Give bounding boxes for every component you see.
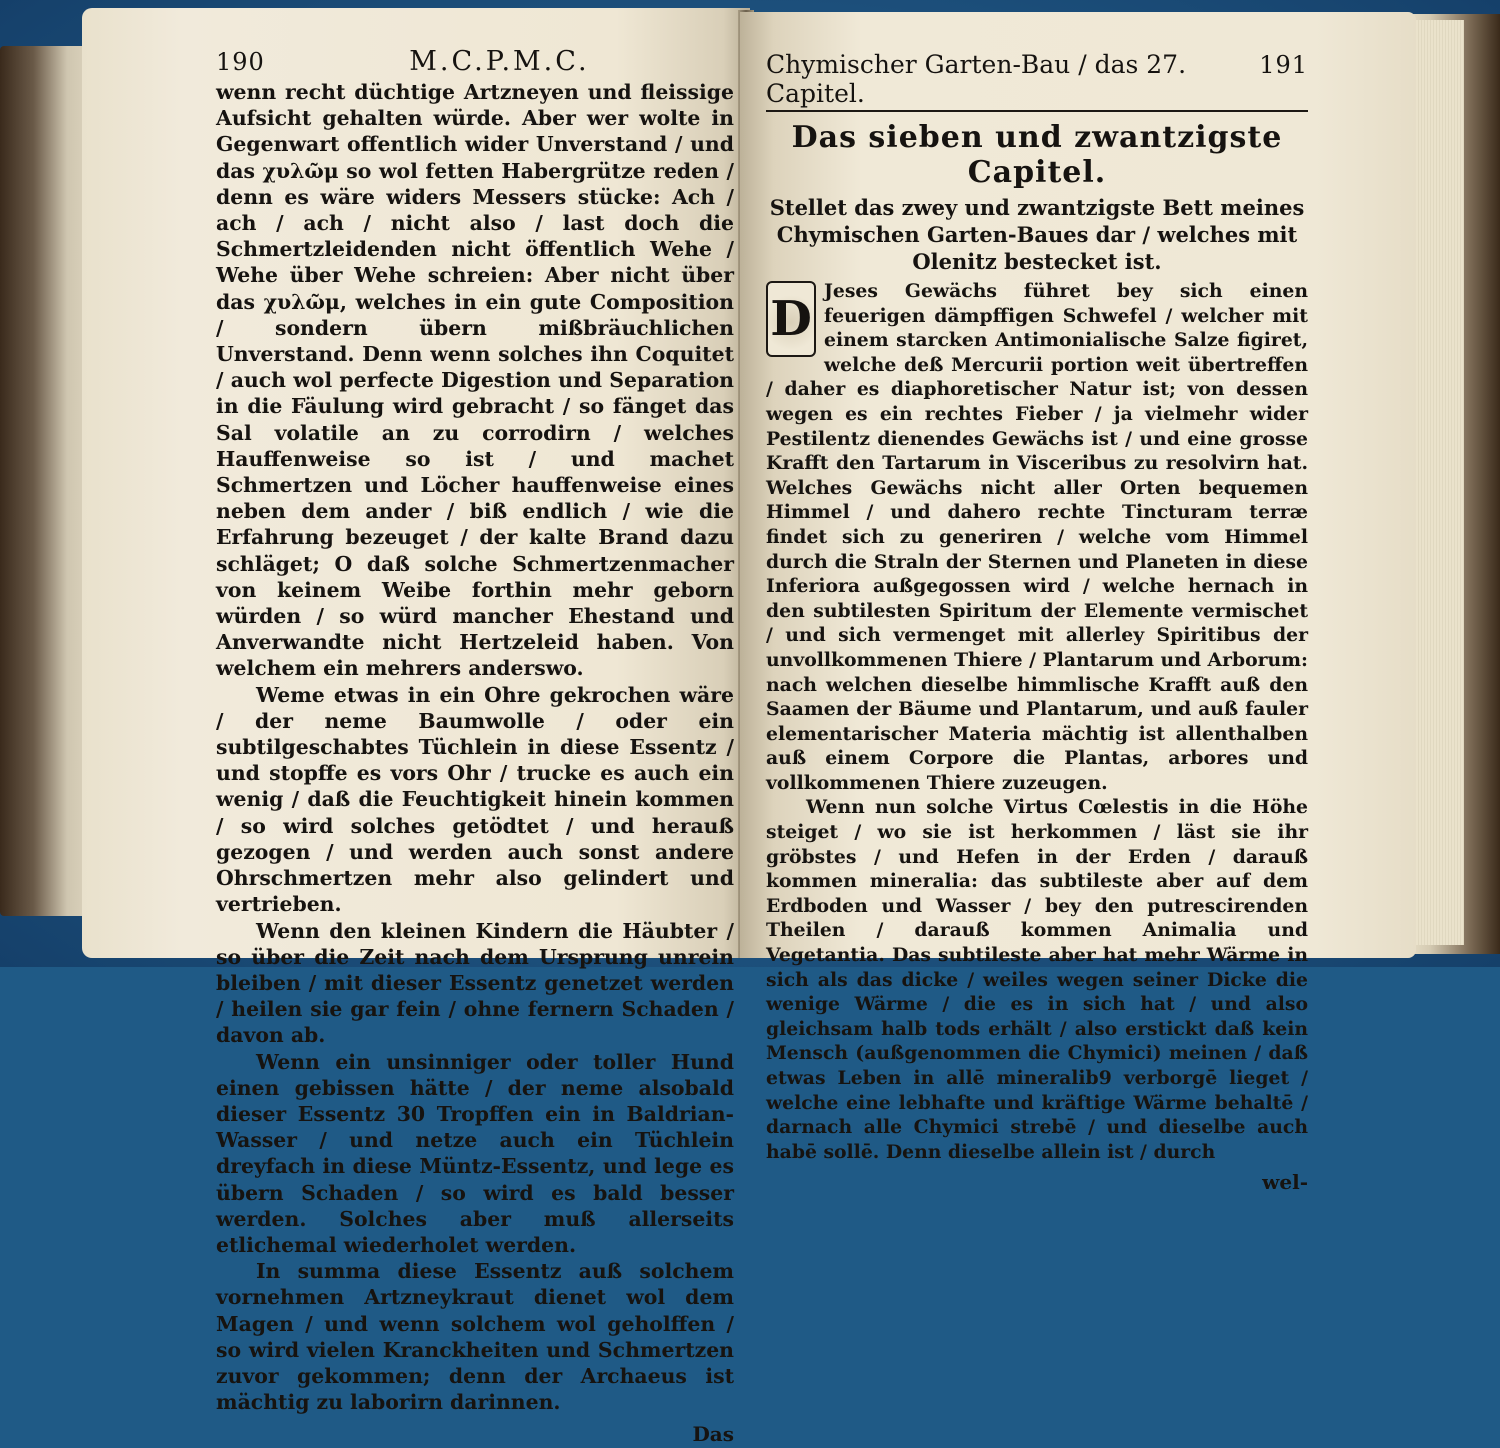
paragraph: Wenn nun solche Virtus Cœlestis in die Höhe steiget / wo sie ist herkommen / läst sie ihr gröbstes / und Hefen in der Erden / darauß kommen mineralia: das subtileste aber auf dem Erdboden und Wasser / bey den putrescirenden Theilen / darauß kommen Animalia und Vegetantia. Das subtileste aber hat mehr Wärme in sich als das dicke / weiles wegen seiner Dicke die wenige Wärme / die es in sich hat / und also gleichsam halb tods erhält / also erstickt daß kein Mensch (außgenommen die Chymici) meinen / daß etwas Leben in allē mineralib9 verborgē lieget / welche eine lebhafte und kräftige Wärme behaltē / darnach alle Chymici strebē / und dieselbe auch habē sollē. Denn dieselbe allein ist / durch [766, 796, 1308, 1163]
right-catchword: wel- [1262, 1170, 1308, 1195]
right-page-text [766, 279, 1308, 1195]
chapter-title: Das sieben und zwantzigste Capitel. [791, 120, 1283, 190]
left-running-title: M.C.P.M.C. [409, 46, 590, 77]
left-page-text [216, 79, 734, 1448]
paragraph: wenn recht düchtige Artzneyen und fleissige Aufsicht gehalten würde. Aber wer wolte in Gegenwart offentlich wider Unverstand / und das χυλῶμ so wol fetten Habergrütze reden / denn es wäre widers Messers stücke: Ach / ach / ach / nicht also / last doch die Schmertzleidenden nicht öffentlich Wehe / Wehe über Wehe schreien: Aber nicht über das χυλῶμ, welches in ein gute Composition / sondern übern mißbräuchlichen Unverstand. Denn wenn solches ihn Coquitet / auch wol perfecte Digestion und Separation in die Fäulung wird gebracht / so fänget das Sal volatile an zu corrodirn / welches Hauffenweise so ist / und machet Schmertzen und Löcher hauffenweise eines neben dem ander / biß endlich / wie die Erfahrung bezeuget / der kalte Brand dazu schläget; O daß solche Schmertzenmacher von keinem Weibe forthin mehr geborn würden / so würd mancher Ehestand und Anverwandte nicht Hertzeleid haben. Von welchem ein mehrers anderswo. [216, 80, 734, 681]
paragraph: In summa diese Essentz auß solchem vornehmen Artzneykraut dienet wol dem Magen / und wenn solchem wol geholffen / so wird vielen Kranckheiten und Schmertzen zuvor gekommen; denn der Archaeus ist mächtig zu laborirn darinnen. [216, 1259, 734, 1415]
right-page-number: 191 [1259, 51, 1308, 79]
paragraph: Wenn ein unsinniger oder toller Hund einen gebissen hätte / der neme alsobald dieser Essentz 30 Tropffen ein in Baldrian-Wasser / und netze auch ein Tüchlein dreyfach in diese Müntz-Essentz, und lege es übern Schaden / so wird es bald besser werden. Solches aber muß allerseits etlichemal wiederholet werden. [216, 1049, 734, 1257]
chapter-subtitle: Stellet das zwey und zwantzigste Bett meines Chymischen Garten-Baues dar / welches mit Olenitz bestecket ist. [769, 195, 1305, 274]
right-running-head [766, 50, 1308, 112]
right-page [740, 12, 1416, 1195]
paragraph: Weme etwas in ein Ohre gekrochen wäre / der neme Baumwolle / oder ein subtilgeschabtes Tüchlein in diese Essentz / und stopffe es vors Ohr / trucke es auch ein wenig / daß die Feuchtigkeit hinein kommen / so wird solches getödtet / und herauß gezogen / und werden auch sonst andere Ohrschmertzen mehr also gelindert und vertrieben. [216, 682, 734, 917]
left-page-number: 190 [216, 48, 265, 76]
left-catchword: Das [692, 1422, 734, 1447]
right-running-title: Chymischer Garten-Bau / das 27. Capitel. [766, 50, 1187, 108]
left-page [82, 8, 750, 1447]
left-running-head [216, 46, 734, 77]
paragraph: Jeses Gewächs führet bey sich einen feuerigen dämpffigen Schwefel / welcher mit einem starcken Antimonialische Salze figiret, welche deß Mercurii portion weit übertreffen / daher es diaphoretischer Natur ist; von dessen wegen es ein rechtes Fieber / ja vielmehr wider Pestilentz dienendes Gewächs ist / und eine grosse Krafft den Tartarum in Visceribus zu resolvirn hat. Welches Gewächs nicht aller Orten bequemen Himmel / und dahero rechte Tincturam terræ findet sich zu generiren / welche vom Himmel durch die Straln der Sternen und Planeten in diese Inferiora außgegossen wird / welche hernach in den subtilesten Spiritum der Elemente vermischet / und sich vermenget mit allerley Spiritibus der unvollkommenen Thiere / Plantarum und Arborum: nach welchen dieselbe himmlische Krafft auß den Saamen der Bäume und Plantarum, und auß fauler elementarischer Materia mächtig ist allenthalben auß einem Corpore die Plantas, arbores und vollkommenen Thiere zuzeugen. [766, 280, 1308, 794]
paragraph: Wenn den kleinen Kindern die Häubter / so über die Zeit nach dem Ursprung unrein bleiben / mit dieser Essentz genetzet werden / heilen sie gar fein / ohne fernern Schaden / davon ab. [216, 918, 734, 1048]
decorated-initial-letter: D [766, 281, 816, 357]
